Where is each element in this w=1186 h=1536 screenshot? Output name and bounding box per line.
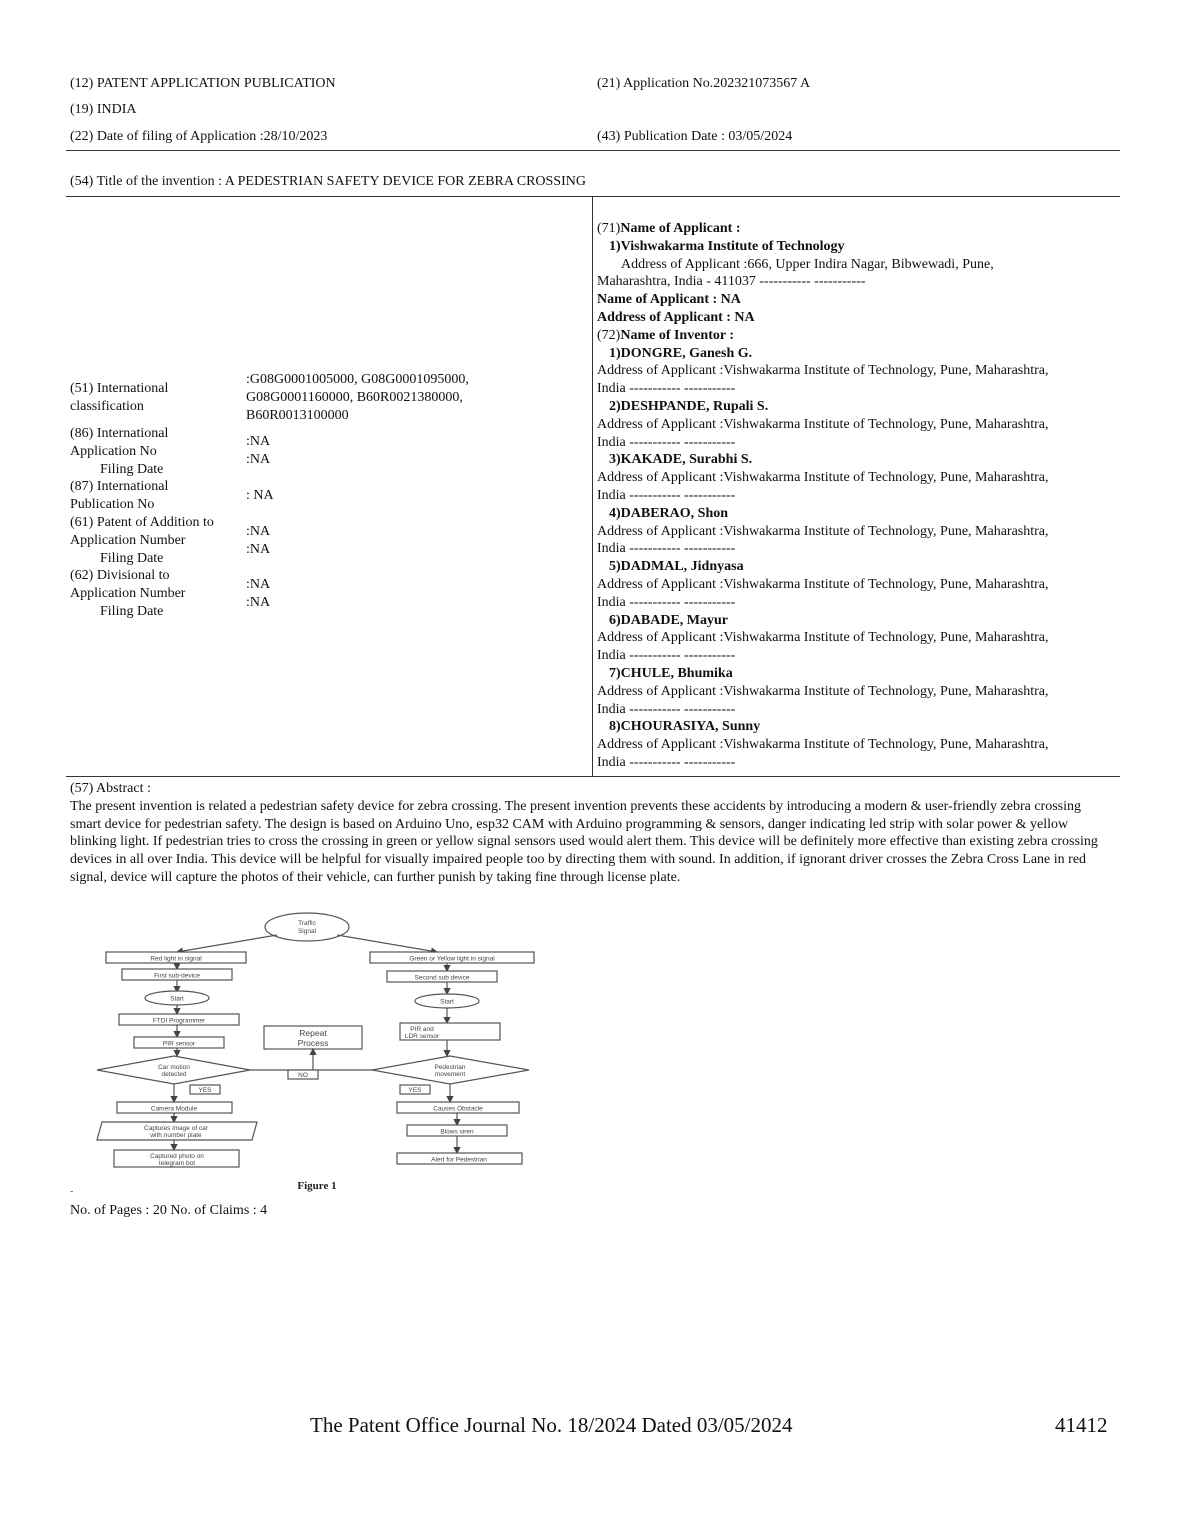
applicant-name bbox=[597, 238, 1112, 256]
fig-text: LDR sensor bbox=[404, 1033, 440, 1040]
inventor-address-line: India ----------- ----------- bbox=[597, 434, 736, 450]
label-line: Application Number bbox=[70, 533, 186, 548]
fig-text: detected bbox=[161, 1071, 187, 1078]
inventor-heading bbox=[597, 327, 1112, 345]
label-line: (87) International bbox=[70, 479, 169, 494]
figure-caption: Figure 1 bbox=[297, 1180, 337, 1192]
application-number: (21) Application No.202321073567 A bbox=[597, 76, 811, 91]
label-line: classification bbox=[70, 399, 144, 414]
inventor-address-line: India ----------- ----------- bbox=[597, 381, 736, 397]
heading-prefix: (71) bbox=[597, 221, 621, 236]
fig-text: Second sub device bbox=[414, 974, 470, 982]
value-line: :NA bbox=[246, 595, 271, 610]
inventor-address-line: India ----------- ----------- bbox=[597, 648, 736, 664]
fig-text: Traffic bbox=[298, 920, 316, 927]
fig-text: Process bbox=[297, 1038, 329, 1048]
inventor-address-line: Address of Applicant :Vishwakarma Institute of Technology, Pune, Maharashtra, bbox=[597, 470, 1049, 486]
value-line: :NA bbox=[246, 434, 271, 449]
label-line: (86) International bbox=[70, 426, 169, 441]
inventor-name-text: 2)DESHPANDE, Rupali S. bbox=[609, 398, 769, 414]
inventor-address-line: India ----------- ----------- bbox=[597, 594, 736, 610]
fig-text: Camera Module bbox=[150, 1105, 198, 1113]
fig-text: Start bbox=[170, 995, 184, 1003]
int-class-label bbox=[70, 380, 240, 416]
figure-flowchart bbox=[92, 910, 542, 1195]
inventor-name bbox=[597, 612, 1112, 630]
label-line: Filing Date bbox=[100, 551, 164, 566]
applicant-address-line: Address of Applicant :666, Upper Indira Nagar, Bibwewadi, Pune, bbox=[621, 256, 994, 272]
fig-text: Red light in signal bbox=[150, 955, 202, 963]
fig-text: Start bbox=[440, 998, 454, 1006]
applicant-address-na-text: Address of Applicant : NA bbox=[597, 309, 755, 325]
inventor-name-text: 1)DONGRE, Ganesh G. bbox=[609, 345, 753, 361]
label-line: Filing Date bbox=[100, 604, 164, 619]
fig-text: Repeat bbox=[299, 1028, 327, 1038]
fig-text: Signal bbox=[297, 928, 317, 935]
inventor-address-line: Address of Applicant :Vishwakarma Institute of Technology, Pune, Maharashtra, bbox=[597, 630, 1049, 646]
inventor-address-line: Address of Applicant :Vishwakarma Institute of Technology, Pune, Maharashtra, bbox=[597, 737, 1049, 753]
inventor-name bbox=[597, 398, 1112, 416]
publication-date: (43) Publication Date : 03/05/2024 bbox=[597, 129, 793, 144]
inventor-address-line: Address of Applicant :Vishwakarma Institute of Technology, Pune, Maharashtra, bbox=[597, 523, 1049, 539]
fig-text: YES bbox=[198, 1087, 212, 1094]
traffic-signal-node bbox=[265, 913, 349, 941]
label-line: (61) Patent of Addition to bbox=[70, 515, 214, 530]
inventor-name-text: 7)CHULE, Bhumika bbox=[609, 665, 733, 681]
inventor-address-line: India ----------- ----------- bbox=[597, 541, 736, 557]
fig-text: Captured photo on bbox=[150, 1153, 204, 1160]
label-line: (62) Divisional to bbox=[70, 568, 170, 583]
fig-text: with number plate bbox=[150, 1132, 202, 1139]
int-pub-label bbox=[70, 478, 240, 514]
fig-text: Car motion bbox=[158, 1064, 190, 1071]
pages-claims: No. of Pages : 20 No. of Claims : 4 bbox=[70, 1203, 268, 1218]
fig-text: Causes Obstacle bbox=[433, 1105, 483, 1113]
inventor-address-line: India ----------- ----------- bbox=[597, 701, 736, 717]
abstract-section bbox=[70, 780, 1115, 887]
value-line: B60R0013100000 bbox=[246, 408, 349, 423]
applicants-section bbox=[597, 220, 1112, 772]
inventor-address-line: Address of Applicant :Vishwakarma Institute of Technology, Pune, Maharashtra, bbox=[597, 416, 1049, 432]
fig-text: telegram bot bbox=[158, 1160, 196, 1167]
publication-type: (12) PATENT APPLICATION PUBLICATION bbox=[70, 76, 336, 91]
inventor-name bbox=[597, 505, 1112, 523]
int-pub-value: : NA bbox=[246, 488, 274, 503]
column-divider bbox=[592, 196, 593, 776]
applicant-address-na bbox=[597, 309, 1112, 327]
heading-prefix: (72) bbox=[597, 327, 621, 343]
divider-title bbox=[66, 196, 1120, 197]
addition-label bbox=[70, 514, 245, 568]
inventor-name-text: 8)CHOURASIYA, Sunny bbox=[609, 719, 761, 735]
value-line: G08G0001160000, B60R0021380000, bbox=[246, 390, 463, 405]
heading-text: Name of Applicant : bbox=[620, 221, 741, 236]
inventor-name-text: 3)KAKADE, Surabhi S. bbox=[609, 452, 753, 468]
divisional-value bbox=[246, 576, 270, 612]
fig-text: Blows siren bbox=[440, 1128, 474, 1136]
value-line: :NA bbox=[246, 524, 271, 539]
inventor-name bbox=[597, 345, 1112, 363]
label-line: Application No bbox=[70, 444, 157, 459]
heading-text: Name of Inventor : bbox=[620, 327, 734, 343]
applicant-name-na bbox=[597, 291, 1112, 309]
divider-top bbox=[66, 150, 1120, 151]
inventor-name bbox=[597, 558, 1112, 576]
abstract-label: (57) Abstract : bbox=[70, 781, 151, 796]
inventor-address-line: Address of Applicant :Vishwakarma Institute of Technology, Pune, Maharashtra, bbox=[597, 576, 1049, 592]
value-line: :NA bbox=[246, 452, 271, 467]
fig-text: Captures image of car bbox=[144, 1125, 208, 1132]
fig-text: movement bbox=[434, 1071, 466, 1078]
divisional-label bbox=[70, 567, 240, 621]
inventor-name-text: 6)DABADE, Mayur bbox=[609, 612, 728, 628]
abstract-text: The present invention is related a pedestrian safety device for zebra crossing. The present invention prevents these accidents by introducing a modern & user-friendly zebra crossing smart device for pedestrian safety. The design is based on Arduino Uno, esp32 CAM with Arduino programming & sensors, danger indicating led strip with solar power & yellow blinking light. If pedestrian tries to cross the crossing in green or yellow signal sensors used would alert them. This device will be definitely more effective than existing zebra crossing devices in all over India. This device will be helpful for visually impaired people too by directing them with sound. In addition, if ignorant driver crosses the Zebra Cross Lane in red signal, device will capture the photos of their vehicle, can further punish by taking fine through license plate. bbox=[70, 798, 1098, 885]
fig-text: First sub-device bbox=[154, 972, 200, 980]
inventor-list bbox=[597, 345, 1112, 772]
country: (19) INDIA bbox=[70, 102, 137, 117]
applicant-heading bbox=[597, 220, 1112, 238]
divider-bottom bbox=[66, 776, 1120, 777]
addition-value bbox=[246, 523, 270, 559]
fig-text: Green or Yellow light in signal bbox=[409, 955, 495, 963]
value-line: :NA bbox=[246, 542, 271, 557]
fig-text: NO bbox=[298, 1072, 308, 1079]
fig-text: PIR and bbox=[410, 1026, 434, 1033]
fig-text: YES bbox=[408, 1087, 422, 1094]
fig-text: Alert for Pedestrian bbox=[431, 1156, 487, 1164]
inventor-address-line: India ----------- ----------- bbox=[597, 754, 736, 770]
inventor-name bbox=[597, 665, 1112, 683]
fig-text: PIR sensor bbox=[162, 1040, 196, 1048]
applicant-name-na-text: Name of Applicant : NA bbox=[597, 292, 741, 308]
inventor-address-line: Address of Applicant :Vishwakarma Institute of Technology, Pune, Maharashtra, bbox=[597, 683, 1049, 699]
label-line: Application Number bbox=[70, 586, 186, 601]
journal-footer: The Patent Office Journal No. 18/2024 Dated 03/05/2024 bbox=[310, 1413, 793, 1437]
inventor-address-line: India ----------- ----------- bbox=[597, 487, 736, 503]
int-class-value bbox=[246, 371, 546, 425]
label-line: Publication No bbox=[70, 497, 155, 512]
inventor-name-text: 5)DADMAL, Jidnyasa bbox=[609, 559, 744, 575]
applicant-name-text: 1)Vishwakarma Institute of Technology bbox=[609, 238, 845, 254]
applicant-address-line: Maharashtra, India - 411037 ----------- ----------- bbox=[597, 274, 866, 290]
label-line: (51) International bbox=[70, 381, 169, 396]
inventor-name bbox=[597, 718, 1112, 736]
filing-date: (22) Date of filing of Application :28/10/2023 bbox=[70, 129, 328, 144]
inventor-name-text: 4)DABERAO, Shon bbox=[609, 505, 729, 521]
invention-title: (54) Title of the invention : A PEDESTRIAN SAFETY DEVICE FOR ZEBRA CROSSING bbox=[70, 174, 586, 189]
stray-mark: - bbox=[70, 1186, 74, 1197]
fig-text: FTDI Programmer bbox=[152, 1017, 206, 1025]
page-number: 41412 bbox=[1055, 1413, 1108, 1437]
inventor-name bbox=[597, 451, 1112, 469]
int-app-value bbox=[246, 433, 270, 469]
value-line: :NA bbox=[246, 577, 271, 592]
fig-text: Pedestrian bbox=[434, 1064, 466, 1071]
int-app-label bbox=[70, 425, 240, 479]
label-line: Filing Date bbox=[100, 462, 164, 477]
value-line: :G08G0001005000, G08G0001095000, bbox=[246, 372, 469, 387]
inventor-address-line: Address of Applicant :Vishwakarma Institute of Technology, Pune, Maharashtra, bbox=[597, 363, 1049, 379]
